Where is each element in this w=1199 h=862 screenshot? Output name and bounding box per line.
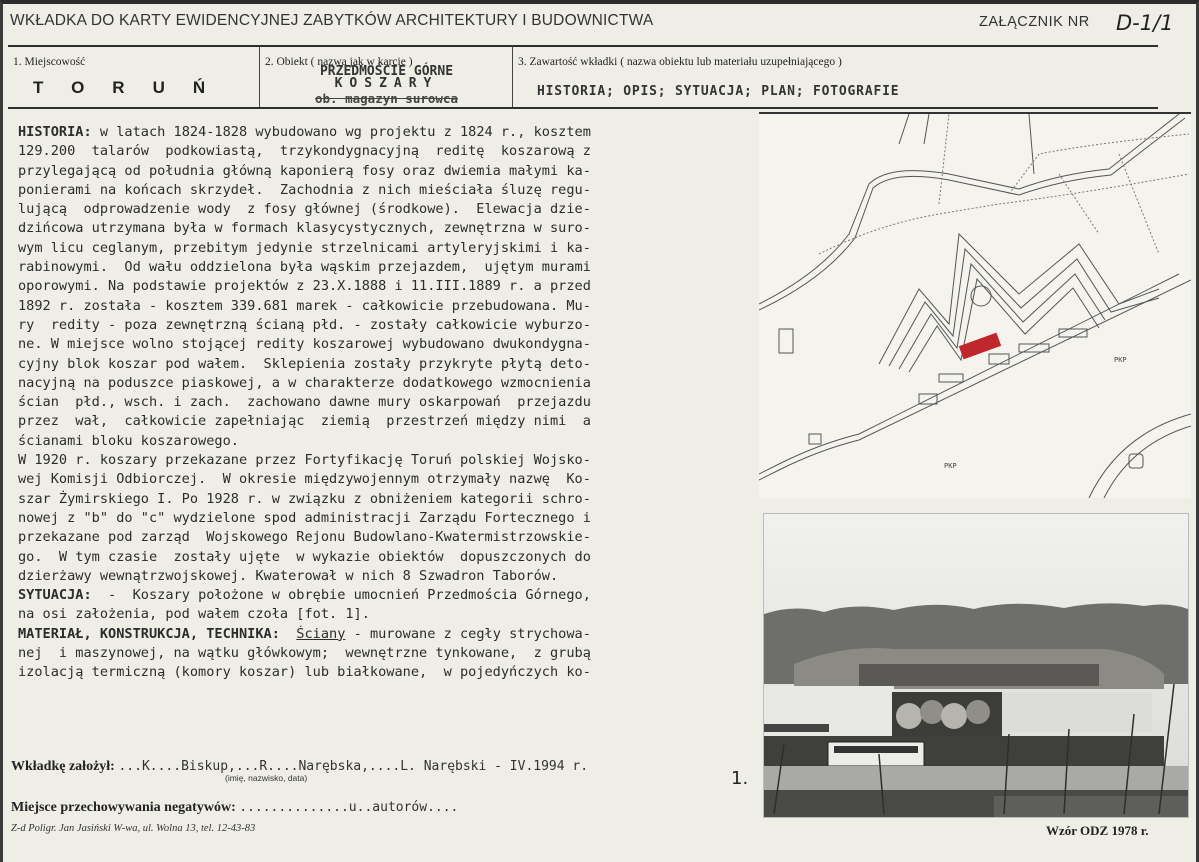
section-heading: SYTUACJA: bbox=[18, 587, 92, 604]
template-mark: Wzór ODZ 1978 r. bbox=[1046, 823, 1149, 838]
photograph bbox=[763, 513, 1189, 818]
contents-value: HISTORIA; OPIS; SYTUACJA; PLAN; FOTOGRAFIE bbox=[537, 84, 900, 99]
text-line: 1892 r. została - kosztem 339.681 marek - całkowicie przebudowana. Mu- bbox=[18, 297, 591, 314]
negatives-value: ..............u..autorów.... bbox=[239, 800, 459, 815]
negatives-line bbox=[11, 800, 458, 816]
text-line: dzińcowa utrzymana była w formach klasycystycznych, zewnętrzna w suro- bbox=[18, 220, 591, 237]
svg-text:PKP: PKP bbox=[944, 462, 957, 470]
text-line: na osi założenia, pod wałem czoła [fot. 1]. bbox=[18, 606, 370, 623]
text-line: izolacją termiczną (komory koszar) lub białkowane, w pojedyńczych ko- bbox=[18, 664, 591, 681]
annex-label: ZAŁĄCZNIK NR bbox=[979, 14, 1090, 30]
section-heading: HISTORIA: bbox=[18, 124, 92, 140]
text-line: nej i maszynowej, na wątku główkowym; wewnętrzne tynkowane, z grubą bbox=[18, 645, 591, 662]
contents-label: 3. Zawartość wkładki ( nazwa obiektu lub materiału uzupełniającego ) bbox=[518, 56, 842, 68]
text-line: ponierami na końcach skrzydeł. Zachodnia z nich mieściała śluzę regu- bbox=[18, 181, 591, 198]
photo-number: 1. bbox=[731, 768, 749, 789]
text-line: przylegającą od południa główną kaponierą fosy oraz dwiemia małymi ka- bbox=[18, 162, 591, 179]
text-line: lującą odprowadzenie wody z fosy głównej (środkowe). Elewacja dzie- bbox=[18, 201, 591, 218]
text-line: W 1920 r. koszary przekazane przez Fortyfikację Toruń polskiej Wojsko- bbox=[18, 452, 591, 469]
object-label: 2. Obiekt ( nazwa jak w karcie ) bbox=[265, 56, 413, 68]
text-line: przekazane pod zarząd Wojskowego Rejonu Budowlano-Kwatermistrzowskie- bbox=[18, 529, 591, 546]
photo-barracks-icon bbox=[764, 514, 1188, 817]
underlined-term: Ściany bbox=[296, 625, 346, 642]
text-line: przez wał, całkowicie zapełniając ziemią przestrzeń między nimi a bbox=[18, 413, 591, 430]
form-title: WKŁADKA DO KARTY EWIDENCYJNEJ ZABYTKÓW ARCHITEKTURY I BUDOWNICTWA bbox=[10, 12, 654, 29]
text-line: go. W tym czasie zostały ujęte w wykazie obiektów dopuszczonych do bbox=[18, 548, 591, 565]
text-line: HISTORIA: w latach 1824-1828 wybudowano wg projektu z 1824 r., kosztem bbox=[18, 124, 591, 140]
negatives-label: Miejsce przechowywania negatywów: bbox=[11, 800, 236, 815]
header-rule-bottom bbox=[8, 107, 1158, 109]
text-line: SYTUACJA: - Koszary położone w obrębie umocnień Przedmościa Górnego, bbox=[18, 587, 591, 604]
text-line: nacyjną na poduszce piaskowej, a w charakterze dodatkowego wzmocnienia bbox=[18, 374, 591, 391]
founder-hint: (imię, nazwisko, data) bbox=[225, 773, 308, 783]
text-line: oporowymi. Na podstawie projektów z 23.X.1888 i 11.III.1889 r. a przed bbox=[18, 278, 591, 295]
founder-label: Wkładkę założył: bbox=[11, 759, 115, 774]
text-line: wym licu ceglanym, przebitym jedynie strzelnicami artyleryjskimi i ka- bbox=[18, 239, 591, 256]
text-line: rabinowymi. Od wału oddzielona była wąskim przejazdem, ujętym murami bbox=[18, 259, 591, 276]
section-heading: MATERIAŁ, KONSTRUKCJA, TECHNIKA: bbox=[18, 625, 280, 642]
text-line: ry redity - poza zewnętrzną ścianą płd. - zostały całkowicie wyburzo- bbox=[18, 316, 591, 333]
object-line-3-struck: ob. magazyn surowca bbox=[315, 91, 458, 106]
object-line-1: PRZEDMOŚCIE GÓRNE bbox=[319, 64, 454, 79]
printer-imprint: Z-d Poligr. Jan Jasiński W-wa, ul. Wolna 13, tel. 12-43-83 bbox=[11, 823, 256, 834]
object-value bbox=[259, 66, 514, 105]
header-rule-top bbox=[8, 45, 1158, 47]
locality-label: 1. Miejscowość bbox=[13, 56, 86, 68]
text-line: wej Komisji Odbiorczej. W okresie międzywojennym otrzymały nazwę Ko- bbox=[18, 471, 591, 488]
text-line: szar Żymirskiego I. Po 1928 r. w związku z obniżeniem kategorii schro- bbox=[18, 490, 591, 507]
text-line: 129.200 talarów podkowiastą, trzykondygnacyjną reditę koszarową z bbox=[18, 143, 591, 160]
object-line-2: KOSZARY bbox=[334, 76, 439, 91]
map-drawing-icon bbox=[759, 114, 1191, 498]
situation-map bbox=[759, 112, 1191, 498]
locality-value: TORUŃ bbox=[33, 78, 234, 97]
svg-text:PKP: PKP bbox=[1114, 356, 1127, 364]
text-line: cyjny blok koszar pod wałem. Sklepienia zostały przykryte płytą deto- bbox=[18, 355, 591, 372]
annex-number: D-1/1 bbox=[1116, 11, 1174, 35]
description-text bbox=[18, 123, 738, 683]
founder-value: ...K....Biskup,...R....Narębska,....L. Narębski - IV.1994 r. bbox=[118, 759, 589, 774]
text-line: MATERIAŁ, KONSTRUKCJA, TECHNIKA: Ściany - murowane z cegły strychowa- bbox=[18, 625, 591, 642]
text-line: dzierżawy wewnątrzwojskowej. Kwaterował w nich 8 Szwadron Taborów. bbox=[18, 567, 559, 584]
text-line: ne. W miejsce wolno stojącej redity koszarowej wybudowano dwukondygna- bbox=[18, 336, 591, 353]
text-line: nowej z "b" do "c" wydzielone spod administracji Zarządu Fortecznego i bbox=[18, 509, 591, 526]
text-line: ścian płd., wsch. i zach. zachowano dawne mury oskarpowań przejazdu bbox=[18, 394, 591, 411]
text-line: ścianami bloku koszarowego. bbox=[18, 432, 239, 449]
